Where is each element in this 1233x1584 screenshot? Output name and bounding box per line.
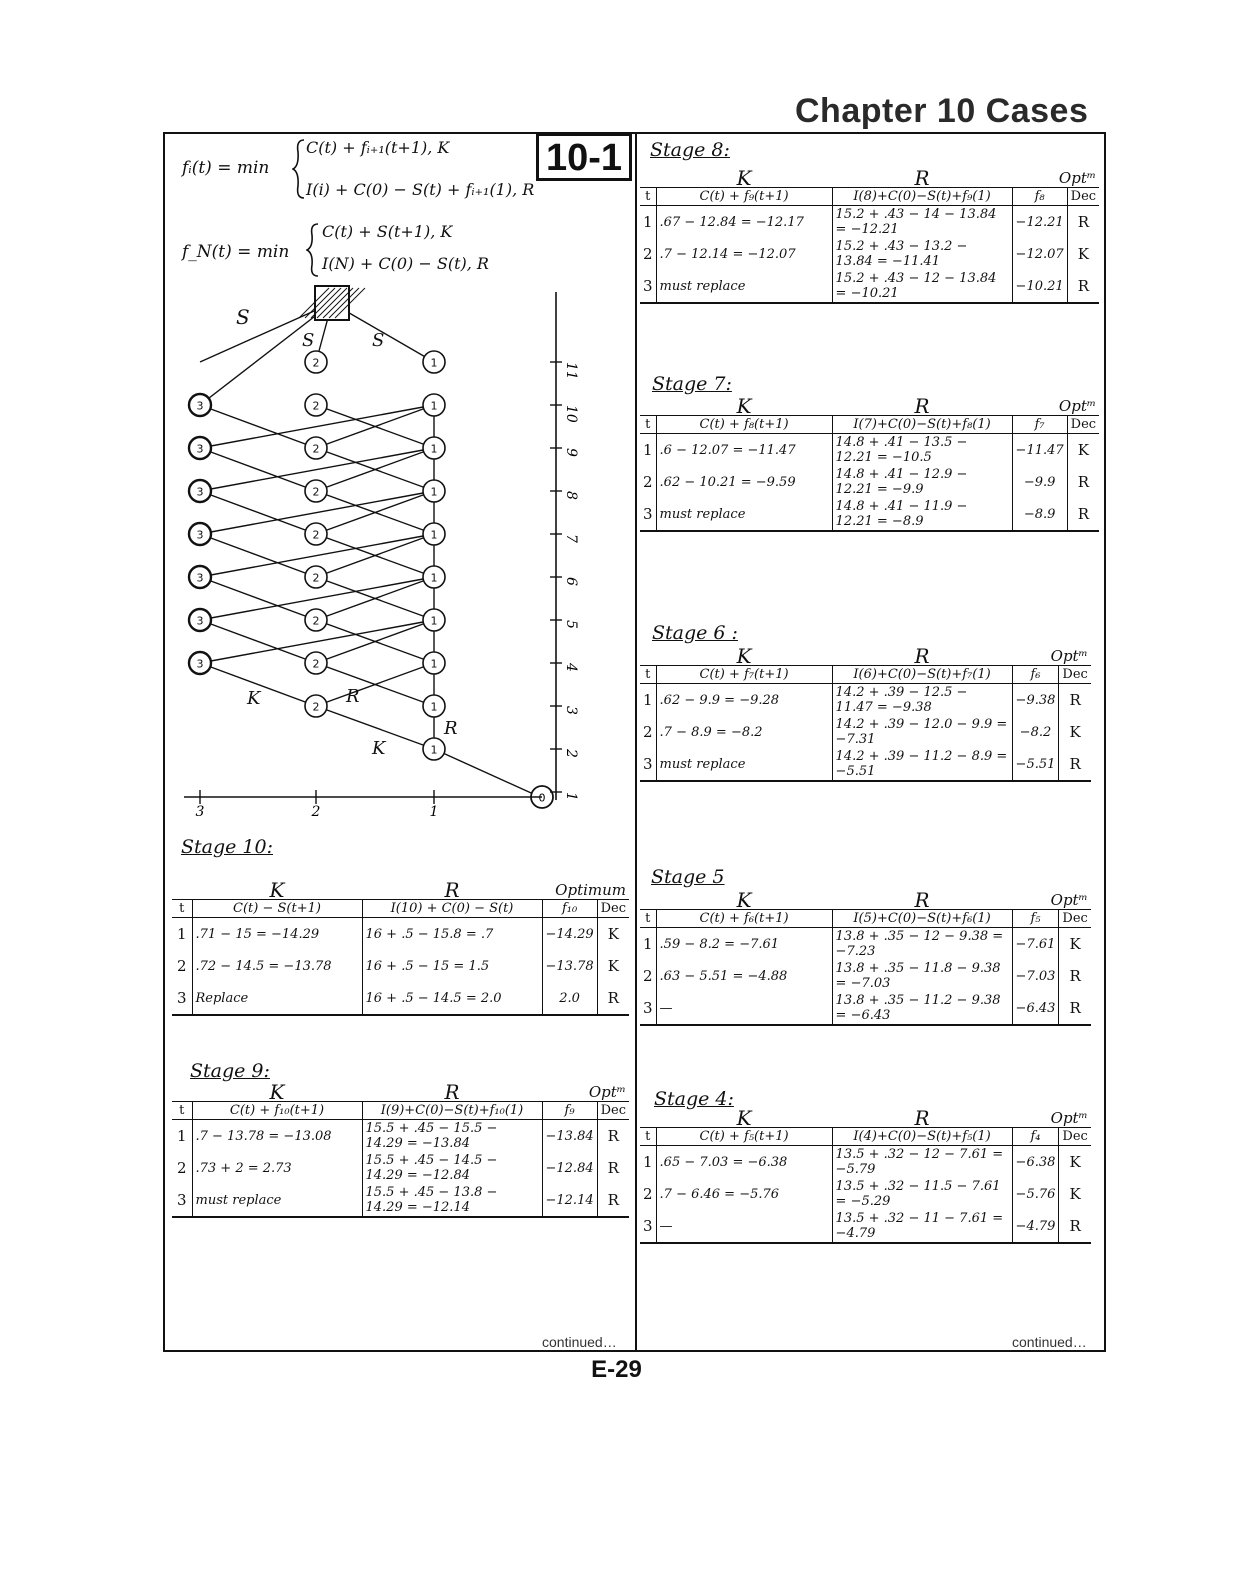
t-cell: 2 bbox=[176, 956, 187, 975]
svg-text:1: 1 bbox=[430, 571, 438, 585]
network-diagram bbox=[170, 280, 610, 825]
keep-cell: .63 − 5.51 = −4.88 bbox=[656, 960, 832, 992]
column-header: I(8)+C(0)−S(t)+f₉(1) bbox=[832, 188, 1012, 206]
replace-cell: 15.2 + .43 − 14 − 13.84 = −12.21 bbox=[832, 206, 1012, 239]
column-header: Dec bbox=[597, 900, 629, 918]
column-header: Dec bbox=[1067, 416, 1099, 434]
column-header: C(t) + f₁₀(t+1) bbox=[192, 1102, 362, 1120]
fi-brace bbox=[292, 138, 306, 200]
t-cell: 3 bbox=[640, 1210, 656, 1243]
keep-arc bbox=[200, 405, 316, 448]
r-label-b: R bbox=[444, 718, 458, 739]
table-row bbox=[640, 498, 1099, 531]
opt-value-cell: −14.29 bbox=[542, 918, 597, 951]
r-header: R bbox=[914, 166, 930, 190]
t-cell: 1 bbox=[643, 1152, 653, 1171]
column-header: I(7)+C(0)−S(t)+f₈(1) bbox=[832, 416, 1012, 434]
column-header: t bbox=[640, 416, 656, 434]
keep-cell: .71 − 15 = −14.29 bbox=[192, 918, 362, 951]
state-node bbox=[423, 480, 445, 502]
time-tick-label: 10 bbox=[563, 405, 579, 423]
t-cell: 2 bbox=[176, 1158, 187, 1177]
table-row bbox=[640, 748, 1091, 781]
replace-cell: 15.2 + .43 − 13.2 − 13.84 = −11.41 bbox=[832, 238, 1012, 270]
t-cell: 1 bbox=[643, 212, 653, 231]
time-tick-label: 8 bbox=[563, 491, 579, 500]
svg-text:1: 1 bbox=[430, 485, 438, 499]
column-header: C(t) − S(t+1) bbox=[192, 900, 362, 918]
column-header: t bbox=[640, 1128, 656, 1146]
column-header: f₉ bbox=[542, 1102, 597, 1120]
state-node bbox=[423, 351, 445, 373]
column-header: C(t) + f₆(t+1) bbox=[656, 910, 832, 928]
replace-cell: 14.8 + .41 − 11.9 − 12.21 = −8.9 bbox=[832, 498, 1012, 531]
decision-cell: R bbox=[597, 1184, 629, 1217]
state-node bbox=[423, 566, 445, 588]
svg-text:1: 1 bbox=[430, 528, 438, 542]
keep-arc bbox=[200, 491, 316, 534]
column-header: t bbox=[640, 188, 656, 206]
state-node bbox=[189, 609, 211, 631]
opt-value-cell: −6.38 bbox=[1012, 1146, 1059, 1179]
decision-cell: R bbox=[597, 982, 629, 1015]
svg-text:1: 1 bbox=[430, 657, 438, 671]
s-label-mid: S bbox=[302, 330, 315, 351]
opt-header: Optᵐ bbox=[1058, 397, 1097, 415]
stage-4-table bbox=[640, 1106, 1091, 1244]
column-divider bbox=[635, 132, 637, 1352]
state-node bbox=[189, 394, 211, 416]
state-node bbox=[423, 609, 445, 631]
age-tick-label: 1 bbox=[429, 804, 439, 820]
replace-cell: 14.2 + .39 − 12.5 − 11.47 = −9.38 bbox=[832, 684, 1012, 717]
replace-cell: 13.8 + .35 − 12 − 9.38 = −7.23 bbox=[832, 928, 1012, 961]
column-header: f₄ bbox=[1012, 1128, 1059, 1146]
column-header: Dec bbox=[597, 1102, 629, 1120]
t-cell: 3 bbox=[640, 498, 656, 531]
s-label-left: S bbox=[236, 305, 250, 329]
decision-cell: K bbox=[1059, 1178, 1091, 1210]
replace-cell: 13.8 + .35 − 11.8 − 9.38 = −7.03 bbox=[832, 960, 1012, 992]
keep-arc bbox=[200, 534, 316, 577]
t-cell: 1 bbox=[643, 440, 653, 459]
keep-cell: must replace bbox=[656, 270, 832, 303]
time-tick-label: 5 bbox=[563, 620, 579, 629]
t-cell: 2 bbox=[643, 244, 653, 263]
opt-header: Optᵐ bbox=[588, 1083, 627, 1101]
column-header: C(t) + f₉(t+1) bbox=[656, 188, 832, 206]
replace-cell: 15.5 + .45 − 15.5 − 14.29 = −13.84 bbox=[362, 1120, 542, 1153]
keep-cell: must replace bbox=[192, 1184, 362, 1217]
decision-cell: R bbox=[597, 1152, 629, 1184]
replace-cell: 16 + .5 − 15 = 1.5 bbox=[362, 950, 542, 982]
t-cell: 3 bbox=[640, 992, 656, 1025]
continued-left: continued… bbox=[542, 1334, 617, 1350]
table-row bbox=[172, 982, 629, 1015]
chapter-title: Chapter 10 Cases bbox=[795, 92, 1089, 130]
column-header: C(t) + f₇(t+1) bbox=[656, 666, 832, 684]
table-row bbox=[640, 1146, 1091, 1179]
svg-text:3: 3 bbox=[196, 657, 204, 671]
column-header: I(4)+C(0)−S(t)+f₅(1) bbox=[832, 1128, 1012, 1146]
state-node bbox=[189, 523, 211, 545]
svg-text:3: 3 bbox=[196, 399, 204, 413]
blank-header bbox=[640, 398, 656, 416]
page-number: E-29 bbox=[591, 1356, 642, 1383]
keep-cell: must replace bbox=[656, 498, 832, 531]
state-node bbox=[189, 480, 211, 502]
opt-value-cell: −8.9 bbox=[1012, 498, 1067, 531]
opt-value-cell: −5.76 bbox=[1012, 1178, 1059, 1210]
keep-cell: .67 − 12.84 = −12.17 bbox=[656, 206, 832, 239]
k-label-a: K bbox=[247, 688, 261, 709]
stage-7-label: Stage 7: bbox=[652, 373, 732, 395]
decision-cell: R bbox=[1059, 960, 1091, 992]
state-node bbox=[189, 437, 211, 459]
opt-value-cell: −10.21 bbox=[1012, 270, 1067, 303]
t-cell: 2 bbox=[643, 1184, 653, 1203]
fi-keep: C(t) + fᵢ₊₁(t+1), K bbox=[306, 138, 450, 157]
replace-cell: 13.5 + .32 − 11.5 − 7.61 = −5.29 bbox=[832, 1178, 1012, 1210]
state-node bbox=[423, 523, 445, 545]
state-node bbox=[305, 437, 327, 459]
stage-4-label: Stage 4: bbox=[654, 1088, 734, 1110]
case-number: 10-1 bbox=[536, 133, 632, 181]
keep-cell: .65 − 7.03 = −6.38 bbox=[656, 1146, 832, 1179]
state-node bbox=[423, 738, 445, 760]
column-header: I(10) + C(0) − S(t) bbox=[362, 900, 542, 918]
opt-value-cell: −13.78 bbox=[542, 950, 597, 982]
r-header: R bbox=[914, 1106, 930, 1130]
t-cell: 2 bbox=[643, 966, 653, 985]
opt-value-cell: −11.47 bbox=[1012, 434, 1067, 467]
age-tick-label: 3 bbox=[195, 804, 205, 820]
replace-cell: 14.8 + .41 − 12.9 − 12.21 = −9.9 bbox=[832, 466, 1012, 498]
opt-header: Optᵐ bbox=[1058, 169, 1097, 187]
decision-cell: K bbox=[597, 918, 629, 951]
age-tick-label: 2 bbox=[311, 804, 321, 820]
fn-lhs: f_N(t) = min bbox=[182, 242, 290, 262]
opt-header: Optᵐ bbox=[1050, 891, 1088, 909]
opt-value-cell: −7.03 bbox=[1012, 960, 1059, 992]
state-node bbox=[305, 609, 327, 631]
t-cell: 1 bbox=[643, 934, 653, 953]
continued-right: continued… bbox=[1012, 1334, 1087, 1350]
state-node bbox=[423, 695, 445, 717]
decision-cell: K bbox=[1059, 716, 1091, 748]
table-row bbox=[172, 1152, 629, 1184]
decision-cell: R bbox=[597, 1120, 629, 1153]
replace-cell: 13.5 + .32 − 11 − 7.61 = −4.79 bbox=[832, 1210, 1012, 1243]
k-header: K bbox=[736, 166, 752, 190]
table-row bbox=[172, 1184, 629, 1217]
column-header: t bbox=[640, 910, 656, 928]
replace-cell: 16 + .5 − 15.8 = .7 bbox=[362, 918, 542, 951]
state-node bbox=[305, 394, 327, 416]
decision-cell: R bbox=[1067, 498, 1099, 531]
opt-value-cell: −7.61 bbox=[1012, 928, 1059, 961]
state-node bbox=[305, 351, 327, 373]
table-row bbox=[172, 950, 629, 982]
state-node bbox=[189, 566, 211, 588]
opt-header: Optᵐ bbox=[1050, 647, 1088, 665]
keep-cell: .7 − 13.78 = −13.08 bbox=[192, 1120, 362, 1153]
replace-cell: 14.2 + .39 − 11.2 − 8.9 = −5.51 bbox=[832, 748, 1012, 781]
t-cell: 1 bbox=[643, 690, 653, 709]
time-tick-label: 7 bbox=[563, 534, 579, 543]
table-row bbox=[640, 684, 1091, 717]
t-cell: 2 bbox=[643, 722, 653, 741]
blank-header bbox=[172, 1084, 192, 1102]
replace-cell: 14.8 + .41 − 13.5 − 12.21 = −10.5 bbox=[832, 434, 1012, 467]
column-header: Dec bbox=[1059, 1128, 1091, 1146]
t-cell: 1 bbox=[176, 924, 187, 943]
stage-5-label: Stage 5 bbox=[651, 866, 725, 888]
opt-value-cell: −12.21 bbox=[1012, 206, 1067, 239]
r-header: R bbox=[914, 394, 930, 418]
stage-9-label: Stage 9: bbox=[190, 1060, 270, 1082]
replace-cell: 13.5 + .32 − 12 − 7.61 = −5.79 bbox=[832, 1146, 1012, 1179]
keep-cell: — bbox=[656, 1210, 832, 1243]
svg-text:2: 2 bbox=[312, 528, 320, 542]
replace-cell: 14.2 + .39 − 12.0 − 9.9 = −7.31 bbox=[832, 716, 1012, 748]
k-header: K bbox=[736, 644, 752, 668]
blank-header bbox=[640, 892, 656, 910]
t-cell: 3 bbox=[640, 270, 656, 303]
replace-cell: 15.2 + .43 − 12 − 13.84 = −10.21 bbox=[832, 270, 1012, 303]
table-row bbox=[172, 918, 629, 951]
keep-arc bbox=[200, 448, 316, 491]
stage-10-table bbox=[172, 878, 629, 1016]
opt-value-cell: −5.51 bbox=[1012, 748, 1059, 781]
stage-7-table bbox=[640, 394, 1099, 532]
table-row bbox=[640, 238, 1099, 270]
svg-text:1: 1 bbox=[430, 356, 438, 370]
column-header: Dec bbox=[1059, 666, 1091, 684]
table-row bbox=[640, 960, 1091, 992]
column-header: f₁₀ bbox=[542, 900, 597, 918]
t-cell: 2 bbox=[643, 472, 653, 491]
column-header: Dec bbox=[1059, 910, 1091, 928]
column-header: I(6)+C(0)−S(t)+f₇(1) bbox=[832, 666, 1012, 684]
svg-text:3: 3 bbox=[196, 614, 204, 628]
opt-header: Optimum bbox=[555, 881, 627, 899]
decision-cell: K bbox=[1059, 1146, 1091, 1179]
keep-cell: .7 − 6.46 = −5.76 bbox=[656, 1178, 832, 1210]
replace-cell: 16 + .5 − 14.5 = 2.0 bbox=[362, 982, 542, 1015]
stage-8-label: Stage 8: bbox=[650, 139, 730, 161]
decision-cell: R bbox=[1067, 466, 1099, 498]
keep-cell: .62 − 10.21 = −9.59 bbox=[656, 466, 832, 498]
stage-8-table bbox=[640, 166, 1099, 304]
fn-brace bbox=[306, 222, 320, 278]
opt-value-cell: −6.43 bbox=[1012, 992, 1059, 1025]
stage-6-label: Stage 6 : bbox=[652, 622, 738, 644]
svg-text:2: 2 bbox=[312, 485, 320, 499]
time-tick-label: 2 bbox=[563, 749, 579, 758]
blank-header bbox=[640, 648, 656, 666]
opt-value-cell: −4.79 bbox=[1012, 1210, 1059, 1243]
fn-replace: I(N) + C(0) − S(t), R bbox=[322, 254, 489, 273]
start-arc bbox=[434, 749, 540, 797]
decision-cell: K bbox=[1059, 928, 1091, 961]
time-tick-label: 9 bbox=[563, 448, 579, 457]
decision-cell: K bbox=[597, 950, 629, 982]
keep-cell: Replace bbox=[192, 982, 362, 1015]
opt-value-cell: 2.0 bbox=[542, 982, 597, 1015]
opt-value-cell: −12.14 bbox=[542, 1184, 597, 1217]
r-label-a: R bbox=[346, 686, 360, 707]
decision-cell: R bbox=[1067, 206, 1099, 239]
s-label-right: S bbox=[372, 330, 385, 351]
opt-header: Optᵐ bbox=[1050, 1109, 1088, 1127]
decision-cell: R bbox=[1059, 1210, 1091, 1243]
time-tick-label: 6 bbox=[563, 577, 579, 586]
svg-text:0: 0 bbox=[538, 791, 546, 805]
state-node bbox=[305, 480, 327, 502]
decision-cell: K bbox=[1067, 434, 1099, 467]
column-header: I(9)+C(0)−S(t)+f₁₀(1) bbox=[362, 1102, 542, 1120]
state-node bbox=[189, 652, 211, 674]
r-header: R bbox=[444, 878, 460, 902]
opt-value-cell: −9.9 bbox=[1012, 466, 1067, 498]
opt-value-cell: −8.2 bbox=[1012, 716, 1059, 748]
r-header: R bbox=[914, 888, 930, 912]
keep-cell: must replace bbox=[656, 748, 832, 781]
keep-arc bbox=[200, 577, 316, 620]
keep-cell: .73 + 2 = 2.73 bbox=[192, 1152, 362, 1184]
svg-text:2: 2 bbox=[312, 614, 320, 628]
time-tick-label: 3 bbox=[563, 706, 579, 715]
blank-header bbox=[172, 882, 192, 900]
stage-10-label: Stage 10: bbox=[181, 836, 274, 858]
keep-cell: .7 − 12.14 = −12.07 bbox=[656, 238, 832, 270]
opt-value-cell: −12.07 bbox=[1012, 238, 1067, 270]
svg-text:2: 2 bbox=[312, 399, 320, 413]
keep-cell: — bbox=[656, 992, 832, 1025]
k-header: K bbox=[736, 1106, 752, 1130]
svg-text:2: 2 bbox=[312, 442, 320, 456]
svg-text:2: 2 bbox=[312, 657, 320, 671]
state-node bbox=[423, 652, 445, 674]
fn-keep: C(t) + S(t+1), K bbox=[322, 222, 453, 241]
t-cell: 3 bbox=[640, 748, 656, 781]
time-tick-label: 4 bbox=[563, 663, 579, 672]
column-header: f₈ bbox=[1012, 188, 1067, 206]
k-header: K bbox=[269, 1080, 285, 1104]
table-row bbox=[640, 1210, 1091, 1243]
keep-cell: .7 − 8.9 = −8.2 bbox=[656, 716, 832, 748]
time-tick-label: 1 bbox=[563, 792, 579, 801]
column-header: C(t) + f₈(t+1) bbox=[656, 416, 832, 434]
table-row bbox=[172, 1120, 629, 1153]
stage-5-table bbox=[640, 888, 1091, 1026]
keep-cell: .6 − 12.07 = −11.47 bbox=[656, 434, 832, 467]
svg-text:1: 1 bbox=[430, 700, 438, 714]
t-cell: 3 bbox=[172, 982, 192, 1015]
svg-text:3: 3 bbox=[196, 485, 204, 499]
k-header: K bbox=[269, 878, 285, 902]
fi-lhs: fᵢ(t) = min bbox=[182, 158, 270, 178]
table-row bbox=[640, 270, 1099, 303]
column-header: f₅ bbox=[1012, 910, 1059, 928]
time-tick-label: 11 bbox=[563, 362, 579, 380]
blank-header bbox=[640, 1110, 656, 1128]
blank-header bbox=[640, 170, 656, 188]
replace-cell: 15.5 + .45 − 14.5 − 14.29 = −12.84 bbox=[362, 1152, 542, 1184]
state-node bbox=[423, 437, 445, 459]
table-row bbox=[640, 716, 1091, 748]
replace-cell: 13.8 + .35 − 11.2 − 9.38 = −6.43 bbox=[832, 992, 1012, 1025]
r-header: R bbox=[444, 1080, 460, 1104]
r-header: R bbox=[914, 644, 930, 668]
t-cell: 1 bbox=[176, 1126, 187, 1145]
keep-arc bbox=[200, 620, 316, 663]
keep-cell: .62 − 9.9 = −9.28 bbox=[656, 684, 832, 717]
k-header: K bbox=[736, 394, 752, 418]
svg-text:3: 3 bbox=[196, 442, 204, 456]
fi-replace: I(i) + C(0) − S(t) + fᵢ₊₁(1), R bbox=[306, 180, 535, 199]
decision-cell: R bbox=[1059, 684, 1091, 717]
k-header: K bbox=[736, 888, 752, 912]
opt-value-cell: −9.38 bbox=[1012, 684, 1059, 717]
table-row bbox=[640, 466, 1099, 498]
column-header: t bbox=[172, 900, 192, 918]
svg-text:1: 1 bbox=[430, 614, 438, 628]
column-header: Dec bbox=[1067, 188, 1099, 206]
t-cell: 3 bbox=[172, 1184, 192, 1217]
column-header: C(t) + f₅(t+1) bbox=[656, 1128, 832, 1146]
svg-text:2: 2 bbox=[312, 356, 320, 370]
state-node bbox=[305, 652, 327, 674]
svg-text:2: 2 bbox=[312, 700, 320, 714]
opt-value-cell: −12.84 bbox=[542, 1152, 597, 1184]
decision-cell: K bbox=[1067, 238, 1099, 270]
opt-value-cell: −13.84 bbox=[542, 1120, 597, 1153]
table-row bbox=[640, 434, 1099, 467]
svg-text:1: 1 bbox=[430, 399, 438, 413]
column-header: I(5)+C(0)−S(t)+f₆(1) bbox=[832, 910, 1012, 928]
keep-cell: .72 − 14.5 = −13.78 bbox=[192, 950, 362, 982]
svg-text:2: 2 bbox=[312, 571, 320, 585]
replace-cell: 15.5 + .45 − 13.8 − 14.29 = −12.14 bbox=[362, 1184, 542, 1217]
svg-text:3: 3 bbox=[196, 528, 204, 542]
stage-6-table bbox=[640, 644, 1091, 782]
column-header: t bbox=[172, 1102, 192, 1120]
svg-text:3: 3 bbox=[196, 571, 204, 585]
state-node bbox=[305, 523, 327, 545]
table-row bbox=[640, 992, 1091, 1025]
svg-text:1: 1 bbox=[430, 743, 438, 757]
table-row bbox=[640, 206, 1099, 239]
k-label-b: K bbox=[372, 738, 386, 759]
decision-cell: R bbox=[1059, 748, 1091, 781]
state-node bbox=[305, 695, 327, 717]
table-row bbox=[640, 1178, 1091, 1210]
column-header: t bbox=[640, 666, 656, 684]
state-node bbox=[423, 394, 445, 416]
stage-9-table bbox=[172, 1080, 629, 1218]
keep-cell: .59 − 8.2 = −7.61 bbox=[656, 928, 832, 961]
column-header: f₆ bbox=[1012, 666, 1059, 684]
state-node bbox=[305, 566, 327, 588]
column-header: f₇ bbox=[1012, 416, 1067, 434]
svg-text:1: 1 bbox=[430, 442, 438, 456]
table-row bbox=[640, 928, 1091, 961]
decision-cell: R bbox=[1067, 270, 1099, 303]
decision-cell: R bbox=[1059, 992, 1091, 1025]
